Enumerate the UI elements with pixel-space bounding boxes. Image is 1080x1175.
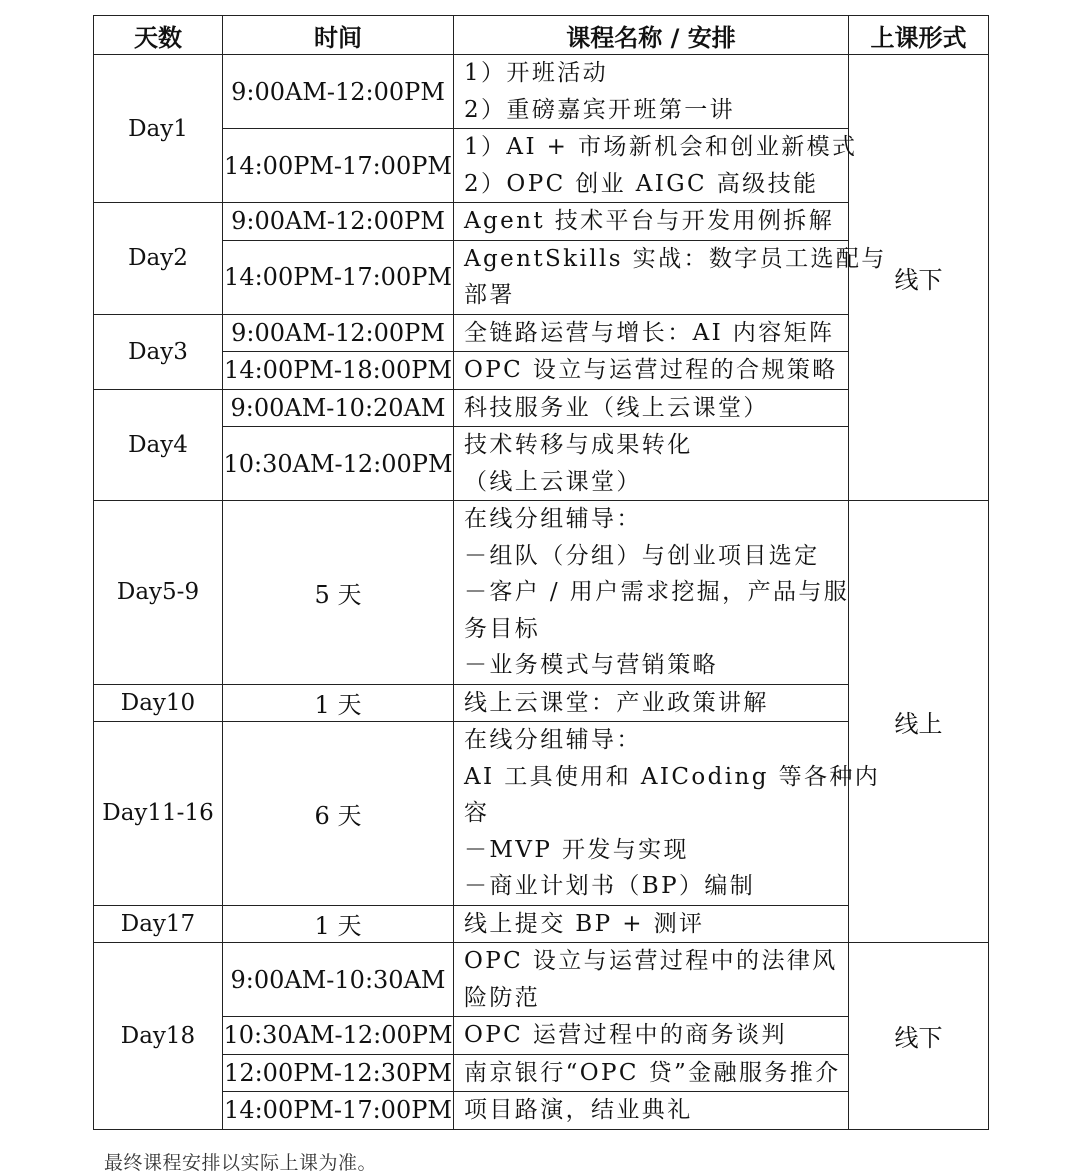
course-line: OPC 运营过程中的商务谈判: [464, 1022, 787, 1048]
course-line: 务目标: [464, 615, 541, 642]
course-line: 南京银行“OPC 贷”金融服务推介: [464, 1059, 841, 1086]
course-line: AI 工具使用和 AICoding 等各种内: [464, 763, 881, 790]
course-cell: [454, 389, 849, 427]
course-cell: [454, 905, 849, 943]
mode-cell: 线下: [849, 943, 989, 1130]
course-cell: [454, 352, 849, 390]
course-line: 2）重磅嘉宾开班第一讲: [464, 96, 736, 123]
course-line: AgentSkills 实战：数字员工选配与: [464, 245, 887, 272]
header-day: 天数: [94, 16, 223, 55]
table-header-row: [94, 16, 989, 55]
day-cell: Day4: [94, 389, 223, 501]
course-line: 在线分组辅导：: [464, 506, 642, 532]
day-cell: Day2: [94, 203, 223, 315]
course-cell: [454, 1054, 849, 1092]
course-line: －MVP 开发与实现: [464, 836, 689, 863]
course-line: 科技服务业（线上云课堂）: [464, 394, 769, 421]
course-cell: [454, 1017, 849, 1055]
course-line: OPC 设立与运营过程中的法律风: [464, 948, 838, 974]
course-line: 险防范: [464, 984, 541, 1011]
course-cell: [454, 501, 849, 685]
table-row: [94, 501, 989, 685]
course-line: 全链路运营与增长：AI 内容矩阵: [464, 319, 835, 346]
time-cell: 9:00AM-12:00PM: [223, 203, 454, 241]
course-cell: [454, 722, 881, 906]
course-line: 线上云课堂：产业政策讲解: [464, 689, 769, 716]
course-cell: [454, 1092, 849, 1130]
day-cell: Day11-16: [94, 722, 223, 906]
course-cell: [454, 684, 849, 722]
course-line: 在线分组辅导：: [464, 727, 642, 753]
course-line: －业务模式与营销策略: [464, 652, 718, 678]
course-line: OPC 设立与运营过程的合规策略: [464, 357, 838, 383]
course-line: 1）AI + 市场新机会和创业新模式: [464, 134, 858, 160]
time-cell: 6 天: [223, 722, 454, 906]
course-line: Agent 技术平台与开发用例拆解: [464, 208, 835, 234]
time-cell: 14:00PM-18:00PM: [223, 352, 454, 390]
header-course: 课程名称 / 安排: [454, 16, 849, 55]
time-cell: 1 天: [223, 905, 454, 943]
course-cell: [454, 240, 887, 314]
day-cell: Day17: [94, 905, 223, 943]
course-cell: [454, 427, 849, 501]
course-line: 容: [464, 800, 490, 826]
time-cell: 10:30AM-12:00PM: [223, 1017, 454, 1055]
course-cell: [454, 943, 849, 1017]
schedule-table: [93, 15, 989, 1130]
table-row: [94, 55, 989, 129]
course-line: 2）OPC 创业 AIGC 高级技能: [464, 170, 819, 197]
time-cell: 14:00PM-17:00PM: [223, 129, 454, 203]
course-line: －客户 / 用户需求挖掘，产品与服: [464, 579, 850, 605]
day-cell: Day10: [94, 684, 223, 722]
day-cell: Day1: [94, 55, 223, 203]
day-cell: Day3: [94, 314, 223, 389]
header-time: 时间: [223, 16, 454, 55]
time-cell: 9:00AM-10:30AM: [223, 943, 454, 1017]
course-line: 1）开班活动: [464, 60, 609, 86]
course-line: （线上云课堂）: [464, 468, 642, 495]
course-line: 线上提交 BP + 测评: [464, 910, 705, 937]
mode-cell: 线下: [849, 55, 989, 501]
time-cell: 9:00AM-10:20AM: [223, 389, 454, 427]
course-cell: [454, 314, 849, 352]
time-cell: 14:00PM-17:00PM: [223, 1092, 454, 1130]
footnote: 最终课程安排以实际上课为准。: [104, 1152, 378, 1174]
time-cell: 14:00PM-17:00PM: [223, 240, 454, 314]
day-cell: Day18: [94, 943, 223, 1130]
course-line: 技术转移与成果转化: [464, 432, 693, 458]
course-line: 部署: [464, 282, 515, 308]
course-line: －组队（分组）与创业项目选定: [464, 542, 820, 569]
course-cell: [454, 55, 849, 129]
course-line: －商业计划书（BP）编制: [464, 873, 756, 899]
time-cell: 10:30AM-12:00PM: [223, 427, 454, 501]
course-line: 项目路演，结业典礼: [464, 1097, 693, 1123]
table-row: [94, 943, 989, 1017]
time-cell: 5 天: [223, 501, 454, 685]
day-cell: Day5-9: [94, 501, 223, 685]
time-cell: 12:00PM-12:30PM: [223, 1054, 454, 1092]
course-cell: [454, 129, 858, 203]
table-body: [94, 55, 989, 1130]
course-cell: [454, 203, 849, 241]
time-cell: 9:00AM-12:00PM: [223, 314, 454, 352]
time-cell: 1 天: [223, 684, 454, 722]
time-cell: 9:00AM-12:00PM: [223, 55, 454, 129]
header-mode: 上课形式: [849, 16, 989, 55]
mode-cell: 线上: [849, 501, 989, 943]
